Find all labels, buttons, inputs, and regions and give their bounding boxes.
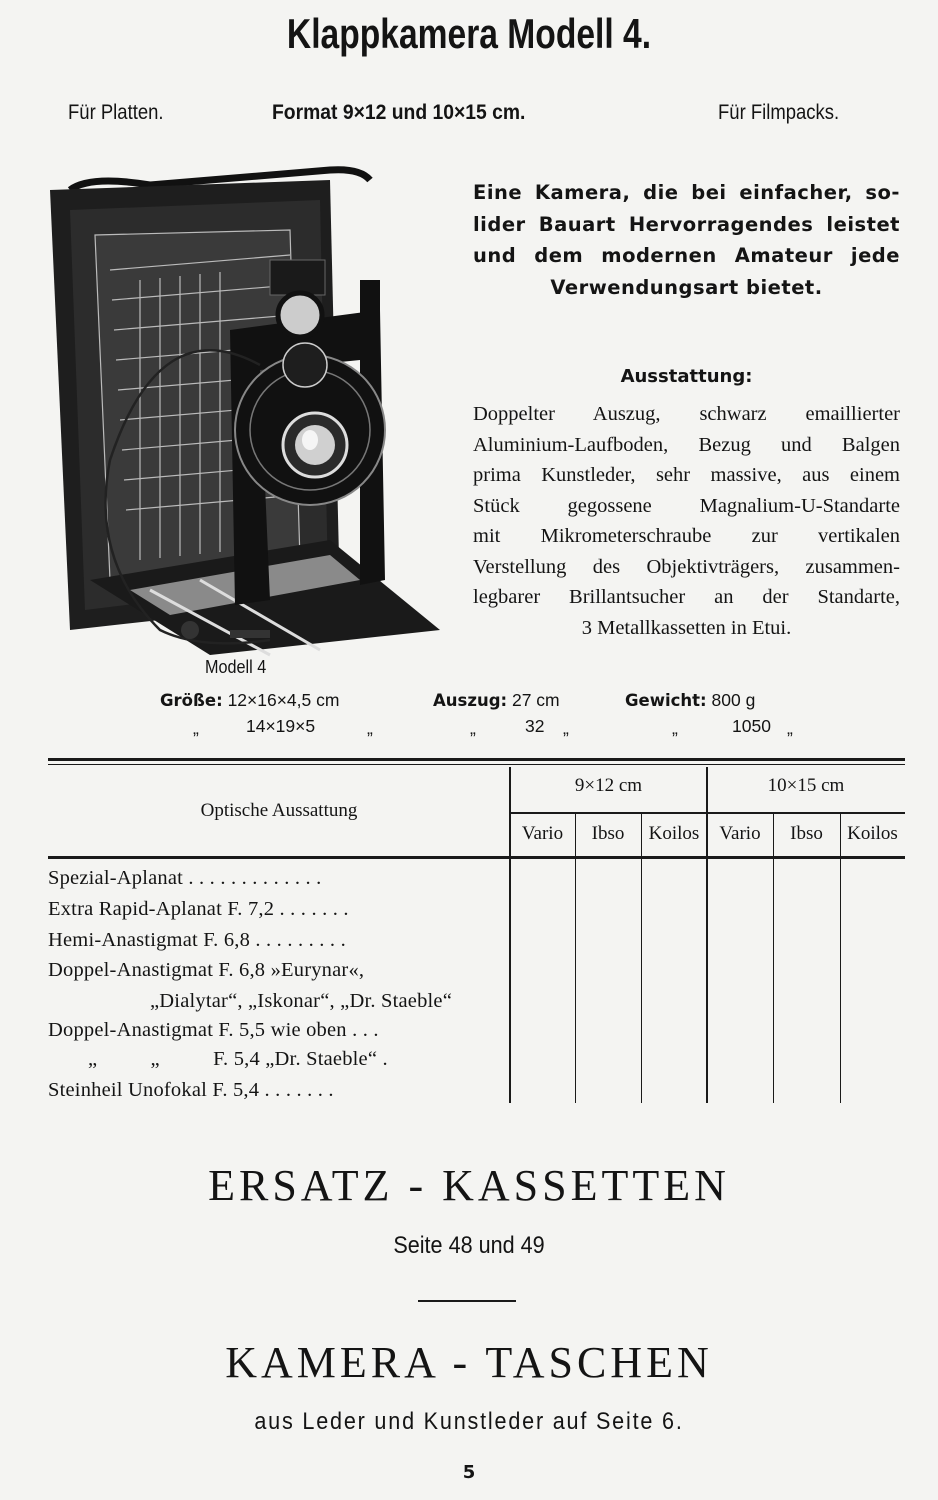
extension-ditto: „ (470, 718, 476, 738)
intro-paragraph (473, 177, 900, 303)
size-ditto: „ (193, 718, 199, 738)
column-divider (840, 812, 841, 1103)
column-divider (773, 812, 774, 1103)
size-unit-ditto: „ (367, 718, 373, 738)
intro-line: lider Bauart Hervorragendes leistet (473, 212, 900, 236)
filmpacks-note: Für Filmpacks. (718, 101, 840, 124)
page-title: Klappkamera Modell 4. (286, 10, 652, 57)
illustration-caption: Modell 4 (205, 657, 267, 677)
table-row: Doppel-Anastigmat F. 5,5 wie oben . . . (48, 1019, 379, 1041)
size-label: Größe: (160, 691, 223, 710)
col-koilos-10x15: Koilos (847, 823, 898, 844)
intro-line: Eine Kamera, die bei einfacher, so- (473, 181, 900, 204)
table-row: Steinheil Unofokal F. 5,4 . . . . . . . (48, 1079, 334, 1101)
weight-value: 800 g (711, 690, 756, 710)
column-divider (575, 812, 576, 1103)
equipment-heading: Ausstattung: (620, 366, 753, 387)
equipment-line: Doppelter Auszug, schwarz emaillierter (473, 403, 900, 425)
section-divider (418, 1300, 516, 1302)
col-ibso-9x12: Ibso (591, 823, 625, 844)
col-vario-10x15: Vario (719, 823, 761, 844)
equipment-line: Stück gegossene Magnalium-U-Standarte (473, 494, 900, 517)
size-spec (160, 690, 339, 711)
section-subtitle-kamera-taschen: aus Leder und Kunstleder auf Seite 6. (254, 1408, 684, 1435)
extension-value-2: 32 (525, 716, 545, 736)
brilliant-finder (270, 260, 325, 295)
section-subtitle-ersatz-kassetten: Seite 48 und 49 (393, 1232, 545, 1259)
extension-unit-ditto: „ (563, 718, 569, 738)
equipment-paragraph (473, 399, 900, 643)
col-koilos-9x12: Koilos (648, 823, 700, 844)
size-value-2: 14×19×5 (246, 716, 316, 736)
weight-spec (625, 690, 755, 711)
column-divider (641, 812, 642, 1103)
table-header-rule (48, 856, 905, 859)
extension-value: 27 cm (511, 690, 560, 710)
column-divider (509, 767, 511, 1103)
group-header-10x15: 10×15 cm (767, 775, 845, 796)
table-row: Hemi-Anastigmat F. 6,8 . . . . . . . . . (48, 929, 346, 951)
weight-value-2: 1050 (732, 716, 771, 736)
section-title-kamera-taschen: KAMERA - TASCHEN (225, 1338, 713, 1387)
equipment-line: legbarer Brillantsucher an der Standarte, (473, 586, 900, 608)
plates-note: Für Platten. (68, 101, 164, 124)
size-value: 12×16×4,5 cm (227, 690, 340, 710)
equipment-line: prima Kunstleder, sehr massive, aus einem (473, 464, 900, 486)
folding-camera-illustration (30, 160, 450, 660)
col-vario-9x12: Vario (521, 823, 564, 844)
extension-spec (433, 690, 560, 711)
equipment-line: mit Mikrometerschraube zur vertikalen (473, 525, 900, 547)
format-note: Format 9×12 und 10×15 cm. (272, 101, 526, 124)
table-top-rule-thin (48, 764, 905, 765)
equipment-line: Verstellung des Objektivträgers, zusammen- (473, 555, 900, 578)
col-ibso-10x15: Ibso (790, 823, 823, 844)
table-row: Doppel-Anastigmat F. 6,8 »Eurynar«, (48, 959, 365, 981)
optics-column-header: Optische Aussattung (200, 800, 358, 821)
table-top-rule (48, 758, 905, 761)
intro-line: und dem modernen Amateur jede (473, 244, 900, 267)
equipment-line: 3 Metallkassetten in Etui. (581, 616, 792, 639)
table-row: Extra Rapid-Aplanat F. 7,2 . . . . . . . (48, 898, 349, 920)
page-number: 5 (462, 1462, 476, 1483)
equipment-line: Aluminium-Laufboden, Bezug und Balgen (473, 433, 900, 456)
extension-label: Auszug: (433, 691, 508, 710)
section-title-ersatz-kassetten: ERSATZ - KASSETTEN (208, 1161, 730, 1210)
group-header-9x12: 9×12 cm (574, 775, 643, 796)
column-divider (706, 767, 708, 1103)
table-row: „ „ F. 5,4 „Dr. Staeble“ . (88, 1048, 388, 1070)
intro-line: Verwendungsart bietet. (550, 275, 823, 299)
table-row: „Dialytar“, „Iskonar“, „Dr. Staeble“ (150, 990, 453, 1012)
weight-unit-ditto: „ (787, 718, 793, 738)
table-row: Spezial-Aplanat . . . . . . . . . . . . . (48, 867, 322, 889)
weight-ditto: „ (672, 718, 678, 738)
weight-label: Gewicht: (625, 691, 707, 710)
